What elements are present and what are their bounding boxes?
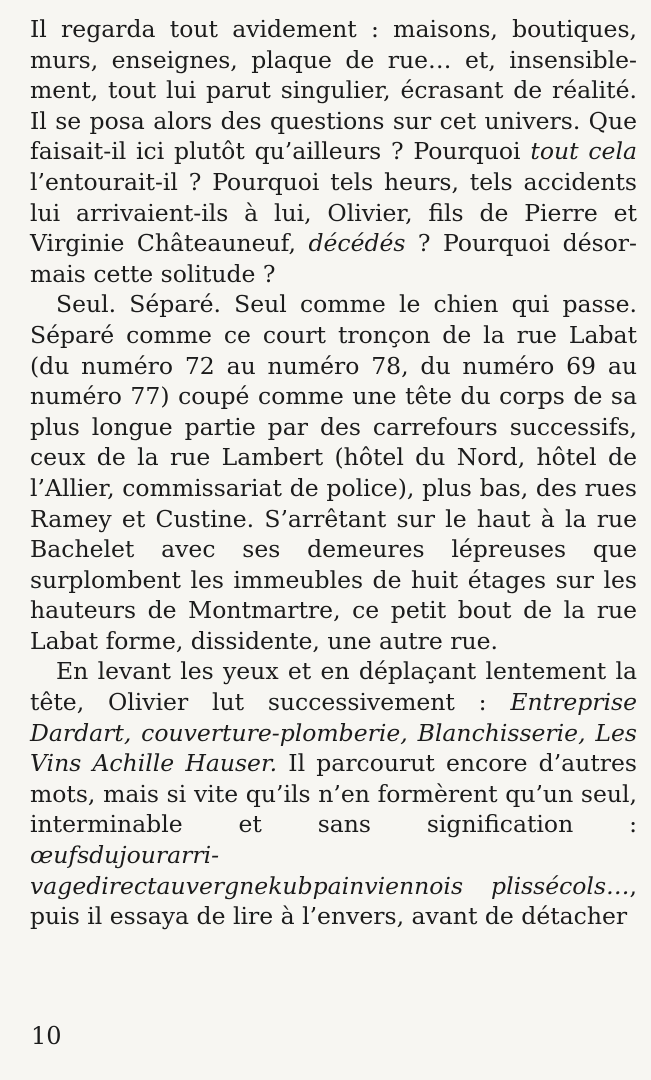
page-number: 10	[31, 1022, 62, 1050]
paragraph-3	[30, 656, 637, 931]
text-run: En levant les yeux et en déplaçant lentement la tête, Olivier lut successivement :	[30, 657, 637, 717]
text-run: ? Pourquoi désormais cette solitude ?	[30, 229, 637, 288]
italic-text: tout cela	[530, 137, 637, 166]
text-run: Seul. Séparé. Seul comme le chien qui passe. Séparé comme ce court tronçon de la rue Labat (du numéro 72 au numéro 78, du numéro 69 au numéro 77) coupé comme une tête du corps de sa plus longue partie par des carrefours successifs, ceux de la rue Lambert (hôtel du Nord, hôtel de l’Allier, commissariat de police), plus bas, des rues Ramey et Custine. S’arrêtant sur le haut à la rue Bachelet avec ses demeures lépreuses que surplombent les immeubles de huit étages sur les hauteurs de Montmartre, ce petit bout de la rue Labat forme, dissidente, une autre rue.	[30, 290, 637, 655]
text-run: , puis il essaya de lire à l’envers, avant de détacher	[30, 871, 637, 931]
paragraph-2	[30, 289, 637, 656]
italic-text: Entreprise Dardart, couverture-plomberie, Blanchisserie, Les Vins Achille Hauser.	[30, 688, 637, 778]
italic-text: décédés	[308, 229, 406, 258]
text-run: Il regarda tout avidement : maisons, boutiques, murs, enseignes, plaque de rue… et, insensiblement, tout lui parut singulier, écrasant de réalité. Il se posa alors des questions sur cet univers. Que faisait-il ici plutôt qu’ailleurs ? Pourquoi	[30, 15, 637, 166]
text-run: l’entourait-il ? Pourquoi tels heurs, tels accidents lui arrivaient-ils à lui, Olivier, fils de Pierre et Virginie Châteauneuf,	[30, 167, 637, 258]
book-page	[30, 14, 637, 932]
italic-text: œufsdujourarrivagedirectauvergnekubpainviennois plissécols…	[30, 841, 630, 900]
paragraph-1	[30, 14, 637, 289]
text-run: Il parcourut encore d’autres mots, mais si vite qu’ils n’en formèrent qu’un seul, interminable et sans signification :	[30, 749, 637, 839]
